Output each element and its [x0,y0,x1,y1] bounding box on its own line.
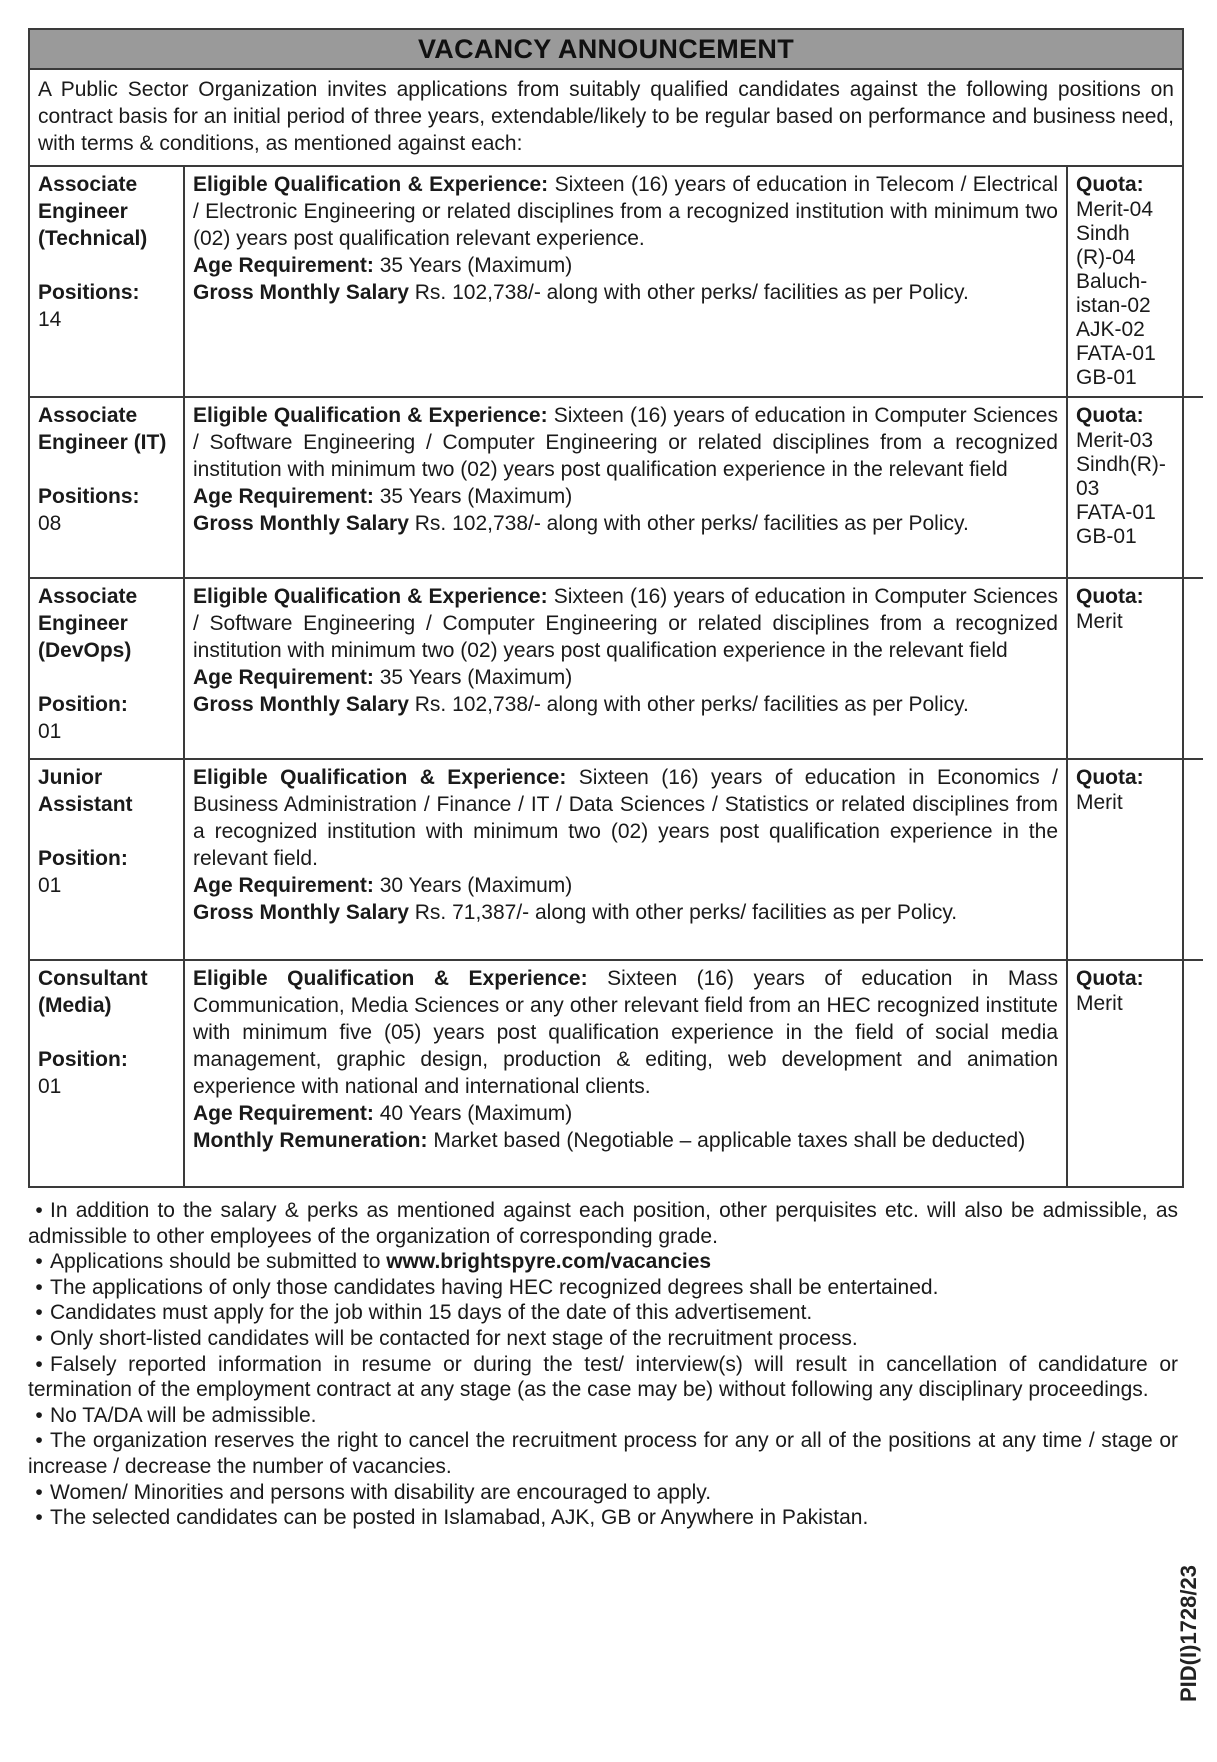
qualification-text: Sixteen (16) years of education in Computer Sciences / Software Engineering / Computer Engineering or related disciplines from a recognized institution with minimum two (02) years post qualification experience in the relevant field [193,585,1058,662]
quota-cell [1067,578,1203,759]
positions-count: 01 [38,874,62,897]
note-text: Falsely reported information in resume or during the test/ interview(s) will result in cancellation of candidature or termination of the employment contract at any stage (as the case may be) without following any disciplinary proceedings. [28,1352,1178,1402]
note-text: In addition to the salary & perks as mentioned against each position, other perquisites etc. will also be admissible, as admissible to other employees of the organization of corresponding grade. [28,1199,1178,1248]
list-item [28,1428,1178,1479]
quota-item: GB-01 [1076,366,1137,389]
list-item [28,1352,1178,1403]
quota-item: AJK-02 [1076,318,1145,341]
list-item [28,1326,1178,1352]
positions-count: 08 [38,512,62,535]
description-cell [184,759,1067,960]
qualification-text: Sixteen (16) years of education in Telecom / Electrical / Electronic Engineering or related disciplines from a recognized institution with minimum two (02) years post qualification relevant experience. [193,173,1058,250]
salary-value: Rs. 102,738/- along with other perks/ facilities as per Policy. [414,512,969,535]
quota-label: Quota: [1076,173,1144,196]
description-cell [184,578,1067,759]
list-item [28,1403,1178,1429]
positions-count: 01 [38,720,62,743]
position-cell [30,960,184,1186]
positions-label: Positions: [38,485,140,508]
salary-value: Market based (Negotiable – applicable taxes shall be deducted) [433,1129,1026,1152]
quota-item: Merit [1076,791,1123,814]
quota-item: Sindh [1076,222,1130,245]
qualification-label: Eligible Qualification & Experience: [193,173,549,196]
age-label: Age Requirement: [193,254,374,277]
age-label: Age Requirement: [193,666,374,689]
positions-count: 14 [38,308,62,331]
bullet-icon: • [35,1326,43,1350]
quota-cell [1067,167,1203,397]
description-cell [184,960,1067,1186]
bullet-icon: • [35,1352,43,1376]
terms-list [28,1198,1178,1531]
list-item [28,1480,1178,1506]
positions-label: Position: [38,693,128,716]
bullet-icon: • [35,1301,43,1325]
description-cell [184,397,1067,578]
qualification-text: Sixteen (16) years of education in Mass Communication, Media Sciences or any other relevant field from an HEC recognized institute with minimum five (05) years post qualification experience in the field of social media management, graphic design, production & editing, web development and animation experience with national and international clients. [193,967,1059,1098]
quota-item: Merit [1076,610,1123,633]
bullet-icon: • [35,1275,43,1299]
quota-cell [1067,960,1203,1186]
table-row [30,960,1203,1186]
note-text: Women/ Minorities and persons with disability are encouraged to apply. [50,1480,712,1504]
table-row [30,397,1203,578]
age-value: 35 Years (Maximum) [379,485,573,508]
note-text: The selected candidates can be posted in Islamabad, AJK, GB or Anywhere in Pakistan. [50,1506,869,1530]
bullet-icon: • [35,1250,43,1274]
positions-table [30,167,1203,1186]
position-title: Junior Assistant [38,766,133,816]
bullet-icon: • [35,1506,43,1530]
position-cell [30,759,184,960]
quota-label: Quota: [1076,967,1144,990]
quota-cell [1067,759,1203,960]
note-text: No TA/DA will be admissible. [50,1403,317,1427]
positions-label: Position: [38,847,128,870]
qualification-text: Sixteen (16) years of education in Economics / Business Administration / Finance / IT / Data Sciences / Statistics or related disciplines from a recognized institution with minimum two (02) years post qualification experience in the relevant field. [193,766,1058,870]
note-text: Applications should be submitted to [50,1250,387,1274]
quota-item: FATA-01 [1076,342,1156,365]
note-text: Candidates must apply for the job within 15 days of the date of this advertisement. [50,1301,813,1325]
quota-label: Quota: [1076,585,1144,608]
age-value: 35 Years (Maximum) [379,254,573,277]
qualification-text: Sixteen (16) years of education in Computer Sciences / Software Engineering / Computer Engineering or related disciplines from a recognized institution with minimum two (02) years post qualification experience in the relevant field [193,404,1058,481]
quota-item: 03 [1076,477,1100,500]
age-label: Age Requirement: [193,1102,374,1125]
note-text: Only short-listed candidates will be contacted for next stage of the recruitment process. [50,1326,858,1350]
quota-label: Quota: [1076,404,1144,427]
pid-reference: PID(I)1728/23 [1176,1565,1201,1702]
salary-value: Rs. 102,738/- along with other perks/ facilities as per Policy. [414,281,969,304]
page-title: VACANCY ANNOUNCEMENT [30,30,1182,70]
age-label: Age Requirement: [193,874,374,897]
positions-label: Position: [38,1048,128,1071]
note-text: The applications of only those candidates having HEC recognized degrees shall be entertained. [50,1275,939,1299]
bullet-icon: • [35,1429,43,1453]
note-text: The organization reserves the right to cancel the recruitment process for any or all of the positions at any time / stage or increase / decrease the number of vacancies. [28,1429,1178,1478]
quota-item: Merit-04 [1076,198,1154,221]
position-cell [30,397,184,578]
bullet-icon: • [35,1403,43,1427]
position-title: Associate Engineer (IT) [38,404,167,454]
list-item [28,1505,1178,1531]
table-row [30,759,1203,960]
salary-label: Gross Monthly Salary [193,512,409,535]
salary-label: Gross Monthly Salary [193,281,409,304]
quota-item: Sindh(R)- [1076,453,1166,476]
table-row [30,167,1203,397]
salary-value: Rs. 102,738/- along with other perks/ facilities as per Policy. [414,693,969,716]
salary-label: Gross Monthly Salary [193,901,409,924]
quota-item: (R)-04 [1076,246,1136,269]
quota-item: Merit [1076,992,1123,1015]
vacancy-announcement [28,28,1184,1188]
website-link[interactable]: www.brightspyre.com/vacancies [386,1250,712,1274]
qualification-label: Eligible Qualification & Experience: [193,404,548,427]
age-value: 40 Years (Maximum) [379,1102,573,1125]
salary-label: Monthly Remuneration: [193,1129,428,1152]
bullet-icon: • [35,1199,43,1222]
description-cell [184,167,1067,397]
bullet-icon: • [35,1480,43,1504]
quota-item: GB-01 [1076,525,1137,548]
quota-item: istan-02 [1076,294,1151,317]
age-value: 35 Years (Maximum) [379,666,573,689]
position-title: Consultant (Media) [38,967,148,1017]
list-item [28,1275,1178,1301]
quota-label: Quota: [1076,766,1144,789]
salary-label: Gross Monthly Salary [193,693,409,716]
list-item [28,1198,1178,1249]
quota-item: Merit-03 [1076,429,1154,452]
quota-item: Baluch- [1076,270,1148,293]
age-label: Age Requirement: [193,485,374,508]
quota-item: FATA-01 [1076,501,1156,524]
position-cell [30,167,184,397]
list-item [28,1300,1178,1326]
qualification-label: Eligible Qualification & Experience: [193,766,567,789]
quota-cell [1067,397,1203,578]
table-row [30,578,1203,759]
qualification-label: Eligible Qualification & Experience: [193,585,548,608]
position-cell [30,578,184,759]
age-value: 30 Years (Maximum) [379,874,573,897]
position-title: Associate Engineer (Technical) [38,173,148,250]
intro-paragraph: A Public Sector Organization invites applications from suitably qualified candidates against the following positions on contract basis for an initial period of three years, extendable/likely to be regular based on performance and business need, with terms & conditions, as mentioned against each: [30,70,1182,167]
qualification-label: Eligible Qualification & Experience: [193,967,588,990]
list-item [28,1249,1178,1275]
positions-label: Positions: [38,281,140,304]
positions-count: 01 [38,1075,62,1098]
salary-value: Rs. 71,387/- along with other perks/ facilities as per Policy. [414,901,958,924]
position-title: Associate Engineer (DevOps) [38,585,138,662]
